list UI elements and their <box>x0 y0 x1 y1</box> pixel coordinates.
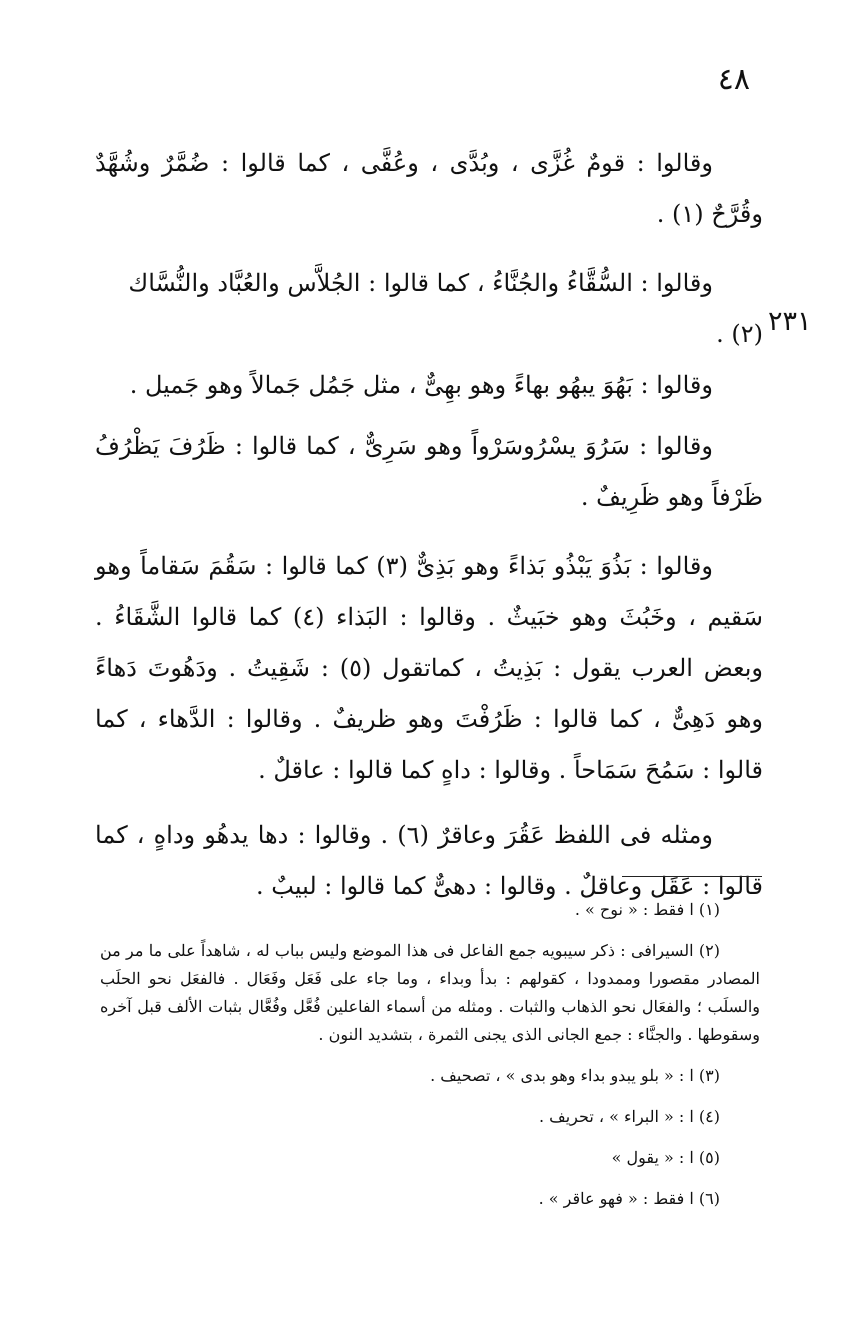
footnote-3: (٣) ا : « بلو يبدو بداء وهو بدى » ، تصحيف . <box>430 1066 720 1085</box>
footnote-5: (٥) ا : « يقول » <box>611 1148 720 1167</box>
paragraph-5: وقالوا : بَذُوَ يَبْذُو بَذاءً وهو بَذِىٌّ (٣) كما قالوا : سَقُمَ سَقاماً وهو سَقيم ، وخَبُثَ وهو خبَيثٌ . وقالوا : البَذاء (٤) كما قالوا الشَّقَاءُ . وبعض العرب يقول : بَذِيتُ ، كماتقول (٥) : شَقِيتُ . ودَهُوتَ دَهاءً وهو دَهِىٌّ ، كما قالوا : ظَرُفْتَ وهو ظريفٌ . وقالوا : الدَّهاء ، كما قالوا : سَمُحَ سَمَاحاً . وقالوا : داهٍ كما قالوا : عاقلٌ . <box>95 552 763 784</box>
paragraph-4: وقالوا : سَرُوَ يسْرُوسَرْواً وهو سَرِىٌّ ، كما قالوا : ظَرُفَ يَظْرُفُ ظَرْفاً وهو ظَرِيفٌ . <box>95 432 763 511</box>
paragraph-6: ومثله فى اللفظ عَقُرَ وعاقرٌ (٦) . وقالوا : دها يدهُو وداهٍ ، كما قالوا : عَقَل وعاقلٌ . وقالوا : دهىٌّ كما قالوا : لبيبٌ . <box>95 821 763 900</box>
footnotes <box>100 896 760 1226</box>
footnote-6: (٦) ا فقط : « فهو عاقر » . <box>538 1189 720 1208</box>
main-text <box>95 138 763 912</box>
paragraph-3: وقالوا : بَهُوَ يبهُو بهاءً وهو بهِىٌّ ، مثل جَمُل جَمالاً وهو جَميل . <box>129 371 713 399</box>
paragraph-1: وقالوا : قومٌ غُزَّى ، وبُدَّى ، وعُفَّى ، كما قالوا : ضُمَّرٌ وشُهَّدٌ وقُرَّحٌ (١) . <box>95 149 763 228</box>
footnote-2: (٢) السيرافى : ذكر سيبويه جمع الفاعل فى هذا الموضع وليس بباب له ، شاهداً على ما مر من المصادر مقصورا وممدودا ، كقولهم : بدأ وبداء ، وما جاء على فَعَل وفَعَال . فالفعَل نحو الحلَب والسلَب ؛ والفعَال نحو الذهاب والثبات . ومثله من أسماء الفاعلين فُعَّل وفُعَّال بثبات الألف قبل آخره وسقوطها . والجنَّاء : جمع الجانى الذى يجنى الثمرة ، بتشديد النون . <box>100 941 760 1044</box>
paragraph-2: وقالوا : السُّقَّاءُ والجُنَّاءُ ، كما قالوا : الجُلاَّس والعُبَّاد والنُّسَّاك (٢) . <box>128 269 763 348</box>
margin-page-reference: ٢٣١ <box>768 306 812 337</box>
page-number: ٤٨ <box>717 62 750 97</box>
footnote-separator <box>622 876 762 877</box>
footnote-4: (٤) ا : « البراء » ، تحريف . <box>538 1107 720 1126</box>
footnote-1: (١) ا فقط : « نوح » . <box>574 900 720 919</box>
